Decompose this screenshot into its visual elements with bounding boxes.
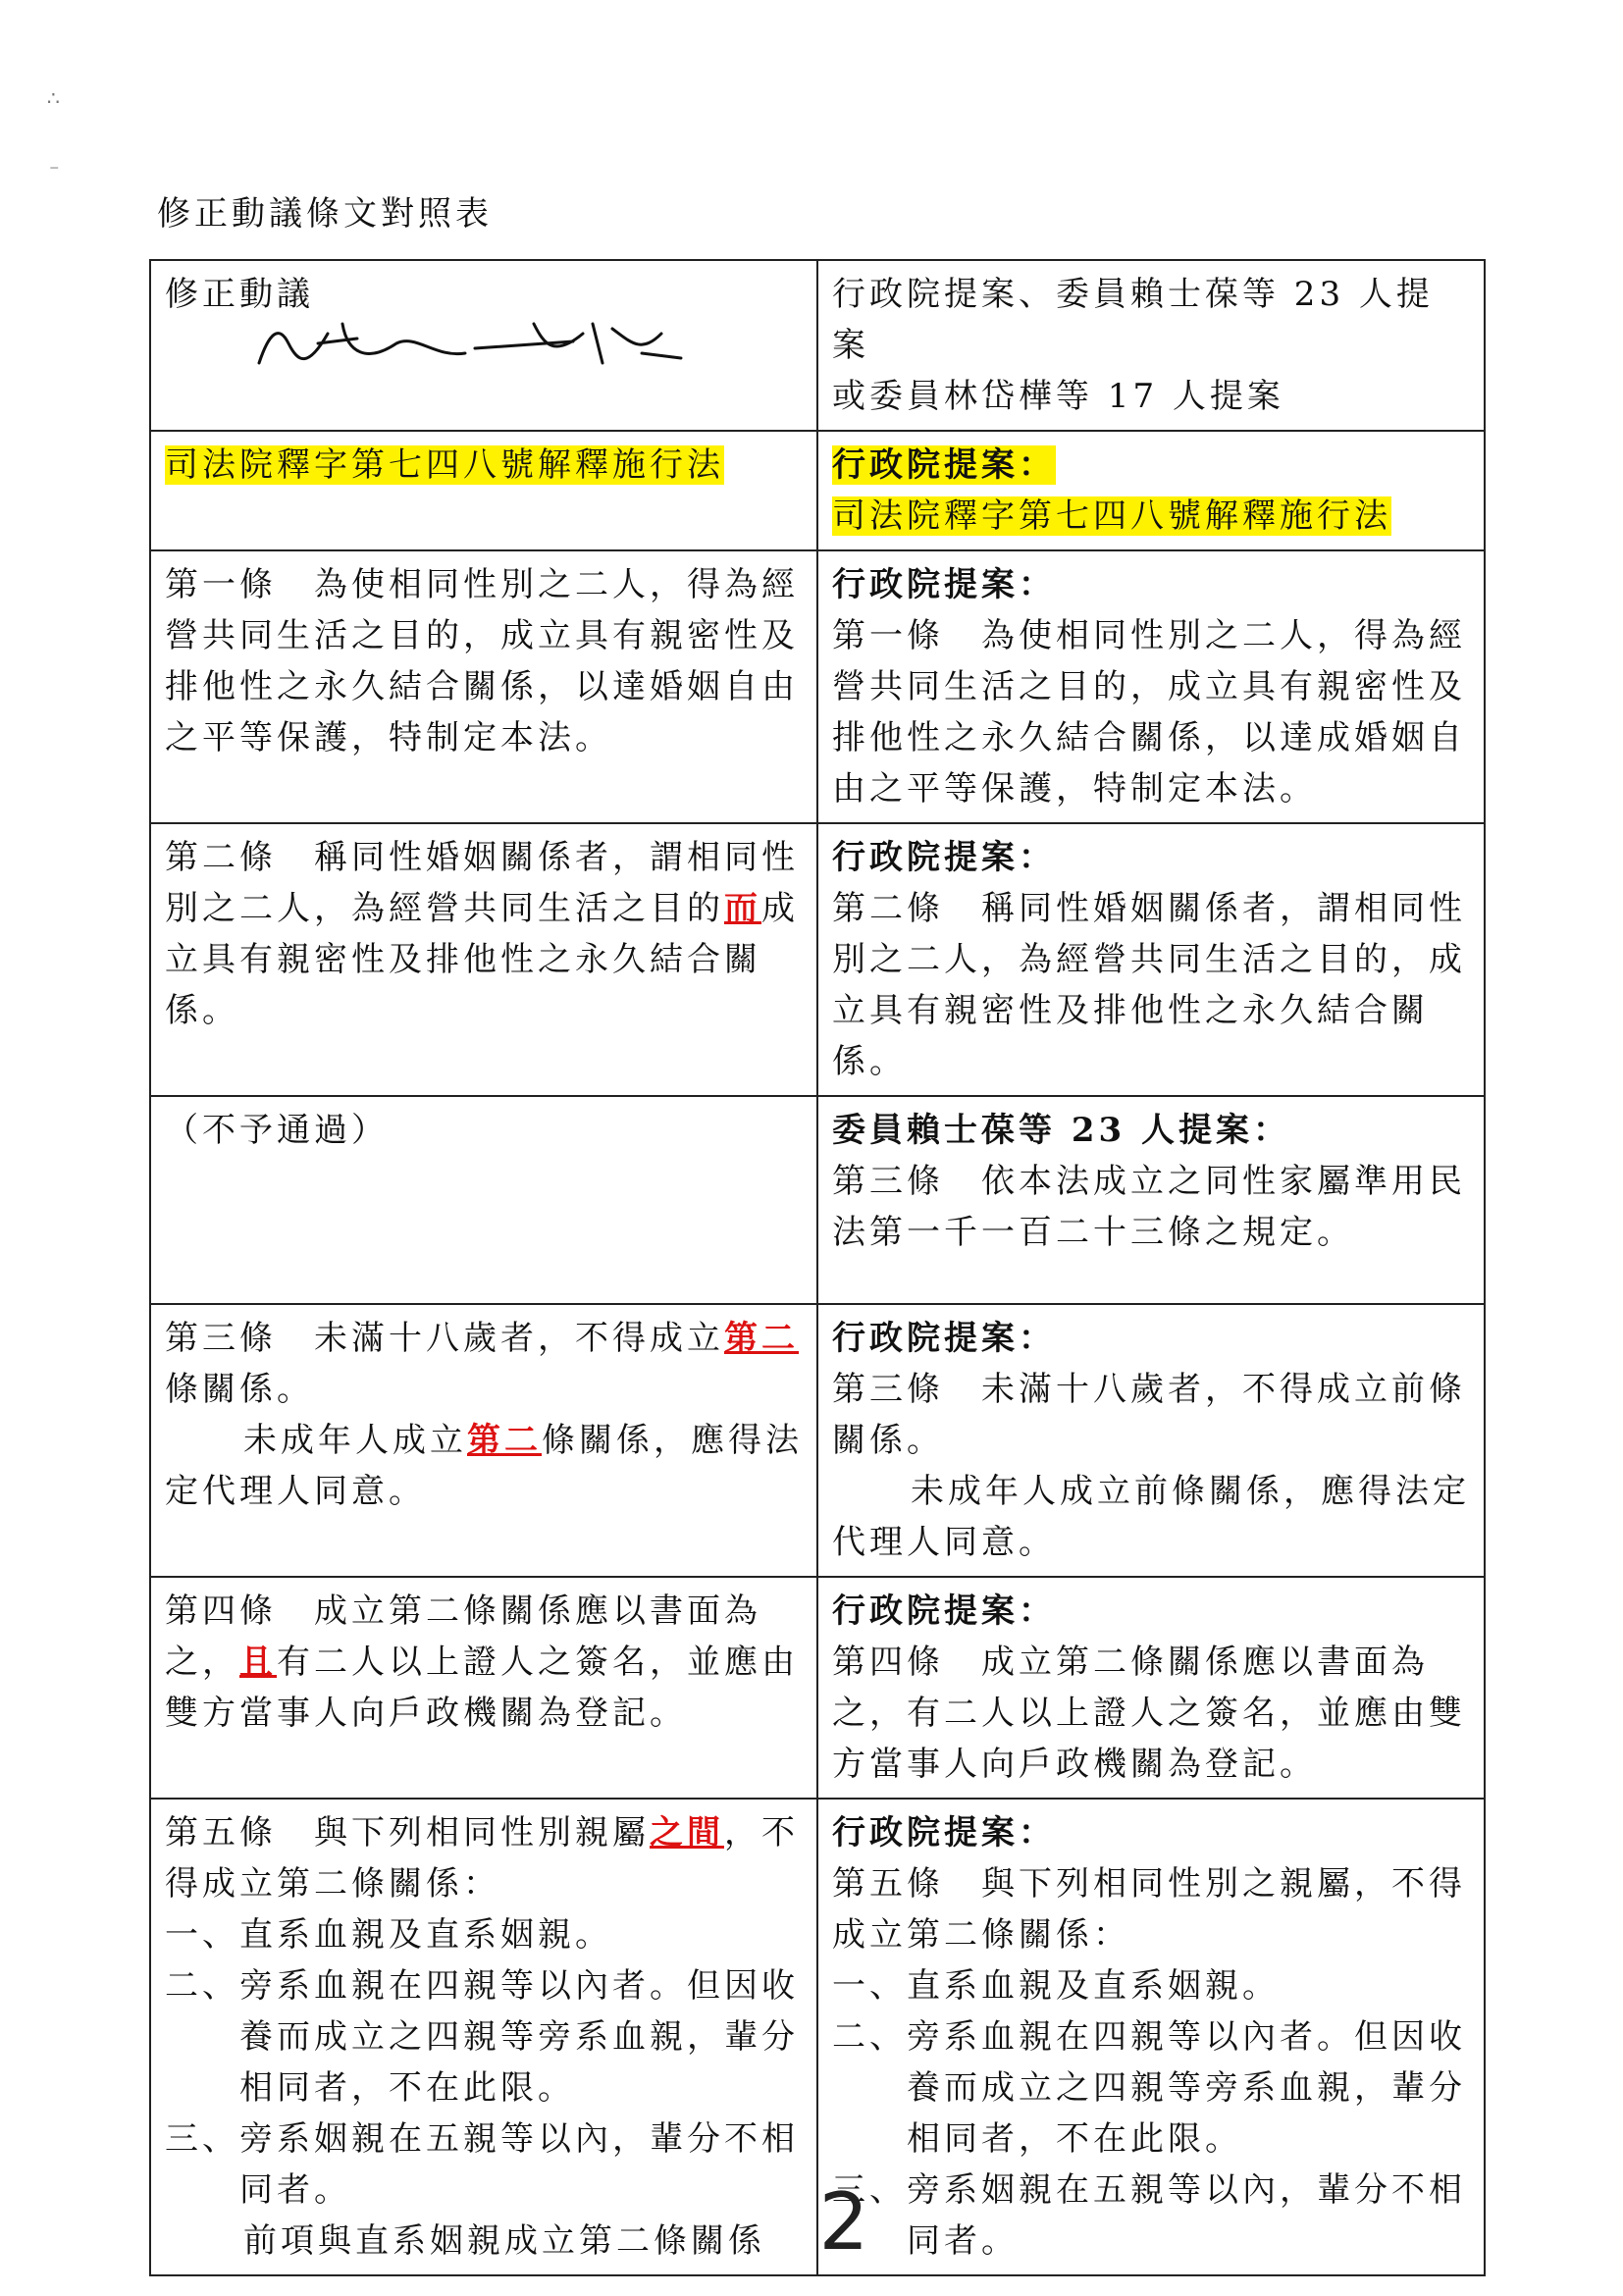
article-text: 第四條 成立第二條關係應以書面為之，且有二人以上證人之簽名，並應由雙方當事人向戶政機關為登記。: [165, 1592, 799, 1733]
law-title-right-label: 行政院提案：: [832, 445, 1056, 485]
article-row: [150, 823, 1485, 1096]
amended-text: 第二: [467, 1421, 542, 1460]
header-right-cell: [817, 260, 1485, 431]
left-cell: [150, 1577, 817, 1799]
right-cell: [817, 1799, 1485, 2275]
right-cell: [817, 1096, 1485, 1304]
article-row: [150, 1096, 1485, 1304]
article-text: 第四條 成立第二條關係應以書面為之，有二人以上證人之簽名，並應由雙方當事人向戶政機關為登記。: [832, 1643, 1466, 1784]
right-cell: [817, 550, 1485, 823]
amended-text: 之間: [650, 1813, 724, 1852]
article-text: 第二條 稱同性婚姻關係者，謂相同性別之二人，為經營共同生活之目的而成立具有親密性及排他性之永久結合關係。: [165, 838, 799, 1030]
article-row: [150, 1304, 1485, 1577]
left-cell: [150, 550, 817, 823]
right-cell: [817, 1304, 1485, 1577]
proposal-label: 行政院提案：: [832, 1813, 1056, 1852]
article-text: 第三條 未滿十八歲者，不得成立前條關係。: [832, 1370, 1466, 1460]
header-left-cell: [150, 260, 817, 431]
left-cell: [150, 1799, 817, 2275]
comparison-table: [149, 259, 1486, 2276]
scan-mark: ∴: [47, 86, 60, 110]
article-text: 未成年人成立前條關係，應得法定代理人同意。: [832, 1472, 1470, 1562]
left-cell: [150, 823, 817, 1096]
handwritten-signature: [249, 314, 710, 373]
article-row: [150, 550, 1485, 823]
law-title-left-cell: [150, 431, 817, 550]
proposal-label: 委員賴士葆等 23 人提案：: [832, 1111, 1290, 1150]
amended-text: 第二: [724, 1319, 799, 1358]
left-cell: [150, 1096, 817, 1304]
law-title-left: 司法院釋字第七四八號解釋施行法: [165, 445, 724, 485]
amended-text: 而: [724, 889, 761, 928]
article-text: 第三條 依本法成立之同性家屬準用民法第一千一百二十三條之規定。: [832, 1162, 1466, 1252]
article-row: [150, 1577, 1485, 1799]
header-row: [150, 260, 1485, 431]
document-title: 修正動議條文對照表: [157, 194, 493, 234]
article-text: （不予通過）: [165, 1111, 389, 1150]
law-title-right: 司法院釋字第七四八號解釋施行法: [832, 496, 1391, 536]
list-item: 三、旁系姻親在五親等以內，輩分不相同者。: [832, 2170, 1466, 2261]
header-right-line1: 行政院提案、委員賴士葆等 23 人提案: [832, 275, 1434, 365]
proposal-label: 行政院提案：: [832, 1319, 1056, 1358]
header-right-line2: 或委員林岱樺等 17 人提案: [832, 377, 1284, 416]
article-text: 第一條 為使相同性別之二人，得為經營共同生活之目的，成立具有親密性及排他性之永久結合關係，以達成婚姻自由之平等保護，特制定本法。: [832, 616, 1466, 809]
article-text: 第三條 未滿十八歲者，不得成立第二條關係。: [165, 1319, 799, 1409]
proposal-label: 行政院提案：: [832, 1592, 1056, 1631]
proposal-label: 行政院提案：: [832, 838, 1056, 877]
list-item: 二、旁系血親在四親等以內者。但因收養而成立之四親等旁系血親，輩分相同者，不在此限。: [832, 2017, 1466, 2159]
article-text: 前項與直系姻親成立第二條關係: [243, 2221, 765, 2261]
article-text: 第一條 為使相同性別之二人，得為經營共同生活之目的，成立具有親密性及排他性之永久結合關係，以達婚姻自由之平等保護，特制定本法。: [165, 565, 799, 757]
article-text: 第二條 稱同性婚姻關係者，謂相同性別之二人，為經營共同生活之目的，成立具有親密性及排他性之永久結合關係。: [832, 889, 1466, 1081]
article-text: 未成年人成立第二條關係，應得法定代理人同意。: [165, 1421, 803, 1511]
proposal-label: 行政院提案：: [832, 565, 1056, 604]
article-text: 第五條 與下列相同性別親屬之間，不得成立第二條關係：: [165, 1813, 799, 1904]
header-left-label: 修正動議: [165, 275, 314, 314]
list-item: 一、直系血親及直系姻親。: [165, 1915, 612, 1955]
amended-text: 且: [239, 1643, 277, 1682]
right-cell: [817, 1577, 1485, 1799]
list-item: 一、直系血親及直系姻親。: [832, 1966, 1280, 2006]
right-cell: [817, 823, 1485, 1096]
law-title-right-cell: [817, 431, 1485, 550]
scan-mark: ⁻: [49, 159, 60, 183]
left-cell: [150, 1304, 817, 1577]
list-item: 二、旁系血親在四親等以內者。但因收養而成立之四親等旁系血親，輩分相同者，不在此限。: [165, 1966, 799, 2108]
article-text: 第五條 與下列相同性別之親屬，不得成立第二條關係：: [832, 1864, 1466, 1955]
list-item: 三、旁系姻親在五親等以內，輩分不相同者。: [165, 2119, 799, 2210]
page-number: 2: [818, 2176, 869, 2268]
law-title-row: [150, 431, 1485, 550]
